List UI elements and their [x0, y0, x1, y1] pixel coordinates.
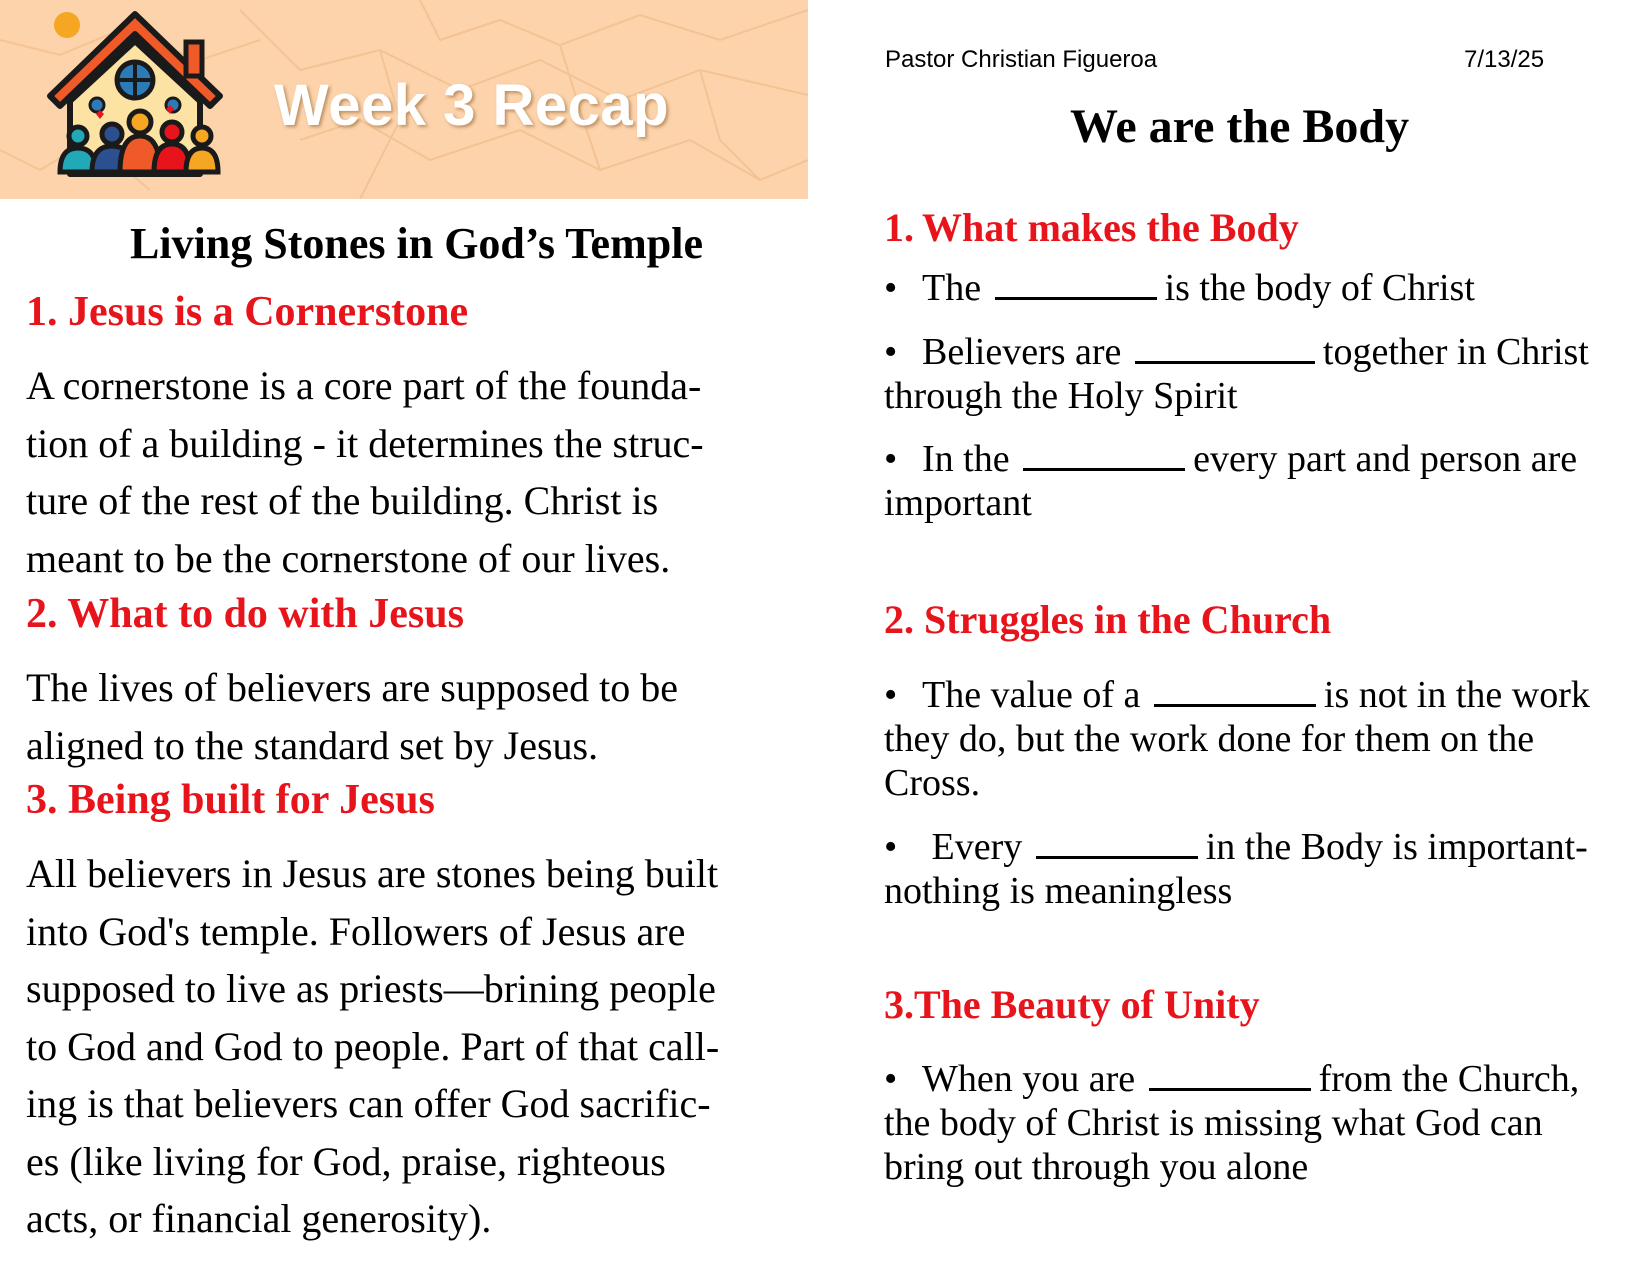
left-page-title: Living Stones in God’s Temple: [130, 219, 703, 268]
bullet-dot: •: [884, 1058, 898, 1100]
bullet-dot: •: [884, 674, 898, 716]
bullet-dot: •: [884, 438, 898, 480]
section-body-what-to-do: [26, 659, 846, 774]
body-line: ing is that believers can offer God sacrific-: [26, 1081, 711, 1126]
fill-in-blank[interactable]: [1023, 438, 1185, 471]
sermon-date: 7/13/25: [1464, 46, 1545, 73]
body-line: meant to be the cornerstone of our lives.: [26, 535, 671, 581]
bullet-continuation: they do, but the work done for them on the: [884, 718, 1535, 760]
fill-in-blank[interactable]: [1135, 331, 1315, 364]
bullet-continuation: important: [884, 482, 1032, 524]
banner-title: Week 3 Recap: [274, 73, 670, 138]
bullet-text: every part and person are: [1193, 438, 1578, 480]
body-line: supposed to live as priests—brining people: [26, 966, 716, 1011]
bullet-text: together in Christ: [1322, 331, 1589, 373]
body-line: All believers in Jesus are stones being built: [26, 851, 719, 896]
bullet-continuation: nothing is meaningless: [884, 870, 1233, 912]
fill-in-blank[interactable]: [1149, 1058, 1311, 1091]
fill-in-bullet: [884, 673, 1650, 805]
pastor-name: Pastor Christian Figueroa: [885, 46, 1158, 73]
fill-in-bullet: [884, 330, 1650, 418]
section-heading-what-to-do: 2. What to do with Jesus: [26, 591, 464, 637]
fill-in-blank[interactable]: [1036, 826, 1198, 859]
body-line: ture of the rest of the building. Christ is: [26, 478, 659, 523]
bullet-text: Every: [922, 826, 1023, 868]
fill-in-bullet: [884, 825, 1650, 913]
recap-banner: [0, 0, 808, 199]
bullet-text: Believers are: [922, 331, 1122, 373]
fill-in-blank[interactable]: [1154, 674, 1316, 707]
body-line: es (like living for God, praise, righteous: [26, 1138, 666, 1184]
bullet-text: When you are: [922, 1058, 1136, 1100]
bullet-text: is the body of Christ: [1164, 267, 1475, 309]
bullet-text: The: [922, 267, 982, 309]
bullet-dot: •: [884, 267, 898, 309]
section-heading-what-makes-body: 1. What makes the Body: [884, 205, 1299, 250]
bullet-continuation: Cross.: [884, 762, 981, 804]
bullet-continuation: bring out through you alone: [884, 1146, 1309, 1188]
bullet-dot: •: [884, 331, 898, 373]
section-heading-being-built: 3. Being built for Jesus: [26, 777, 435, 823]
fill-in-bullet: [884, 1057, 1650, 1189]
house-family-icon: [30, 6, 240, 186]
body-line: aligned to the standard set by Jesus.: [26, 722, 599, 768]
section-heading-beauty-of-unity: 3.The Beauty of Unity: [884, 982, 1260, 1027]
body-line: A cornerstone is a core part of the founda-: [26, 363, 702, 408]
bullet-text: is not in the work: [1323, 674, 1590, 716]
section-body-being-built: [26, 845, 846, 1248]
fill-in-blank[interactable]: [995, 267, 1157, 300]
right-page-title: We are the Body: [1070, 100, 1410, 153]
fill-in-bullet: [884, 266, 1650, 310]
body-line: acts, or financial generosity).: [26, 1196, 492, 1241]
body-line: tion of a building - it determines the struc-: [26, 420, 704, 466]
bullet-continuation: through the Holy Spirit: [884, 375, 1238, 417]
body-line: to God and God to people. Part of that call-: [26, 1023, 720, 1069]
bullet-text: from the Church,: [1318, 1058, 1580, 1100]
body-line: into God's temple. Followers of Jesus are: [26, 908, 686, 954]
bullet-text: The value of a: [922, 674, 1141, 716]
bullet-dot: •: [884, 826, 898, 868]
section-heading-struggles: 2. Struggles in the Church: [884, 597, 1332, 642]
bullet-continuation: the body of Christ is missing what God can: [884, 1102, 1543, 1144]
fill-in-bullet: [884, 437, 1650, 525]
bullet-text: In the: [922, 438, 1010, 480]
body-line: The lives of believers are supposed to be: [26, 665, 679, 710]
section-body-cornerstone: [26, 357, 846, 587]
bullet-text: in the Body is important-: [1205, 826, 1588, 868]
section-heading-cornerstone: 1. Jesus is a Cornerstone: [26, 289, 469, 335]
